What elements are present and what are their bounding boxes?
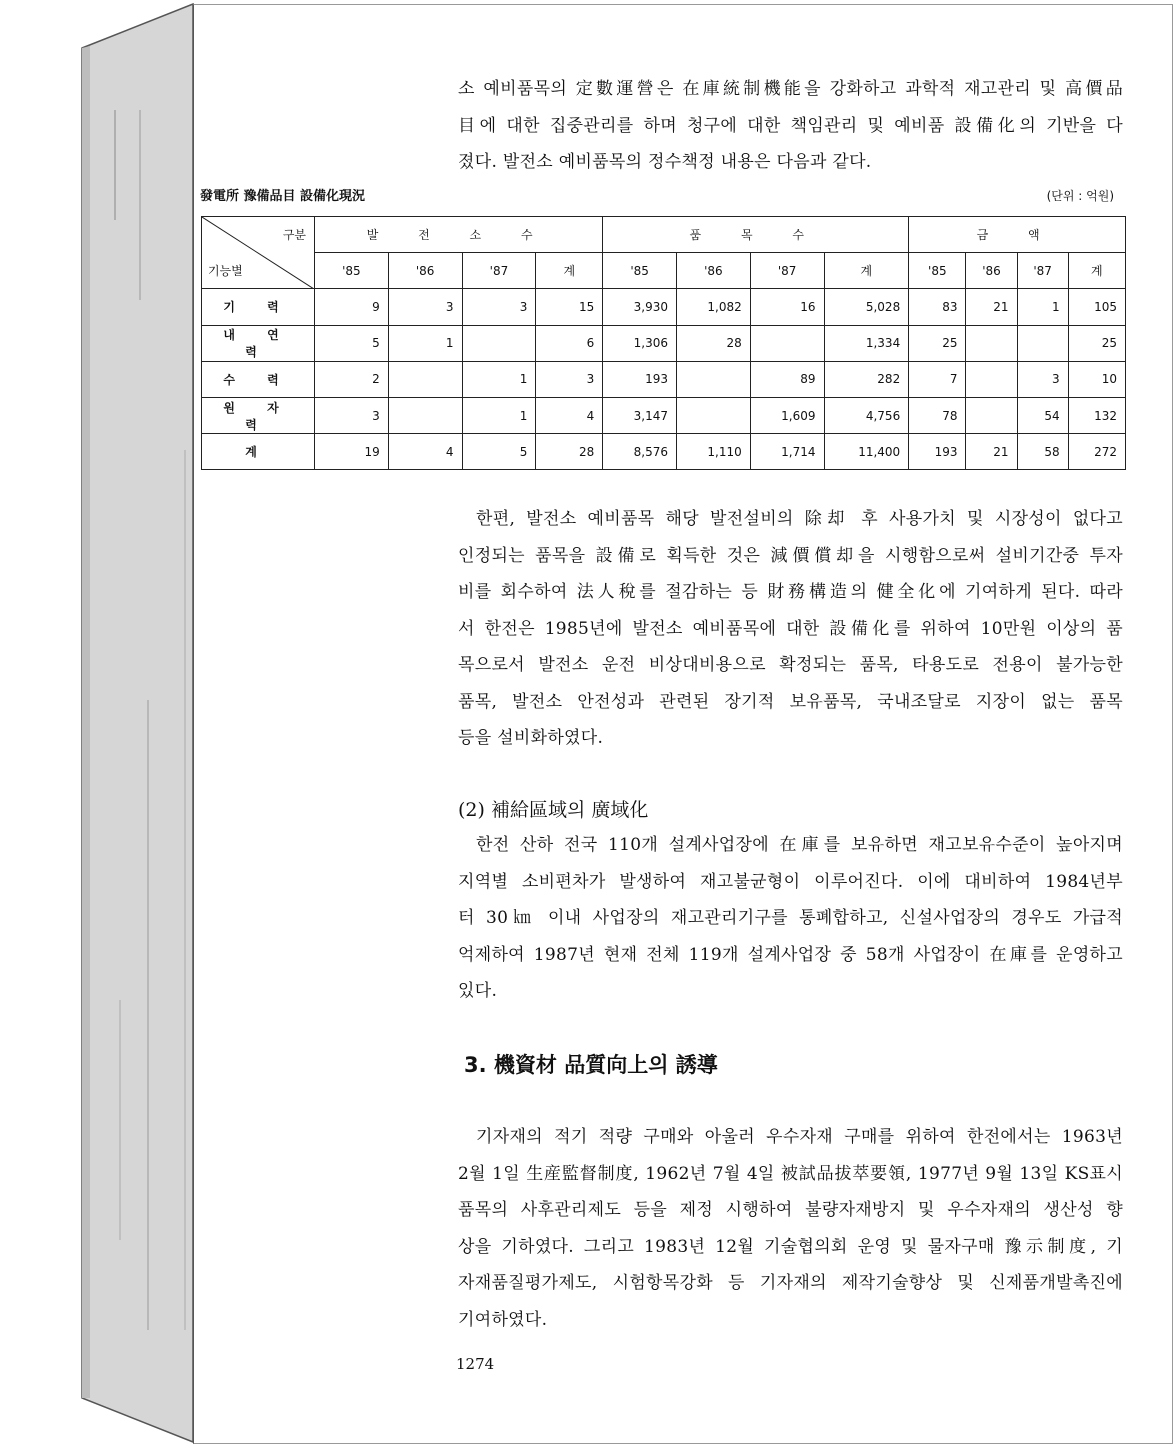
text-line: 기자재의 적기 적량 구매와 아울러 우수자재 구매를 위하여 한전에서는 1963년 (476, 1127, 1123, 1147)
year-header: 계 (824, 253, 909, 289)
table-cell: 1,609 (750, 397, 824, 433)
table-year-row (202, 253, 1126, 289)
table-cell (677, 361, 751, 397)
table-cell: 9 (315, 289, 389, 325)
text-line: 한편, 발전소 예비품목 해당 발전설비의 除却 후 사용가치 및 시장성이 없다고 (476, 509, 1123, 529)
text-line: 인정되는 품목을 設備로 획득한 것은 減價償却을 시행함으로써 설비기간중 투자 (458, 545, 1123, 566)
year-header: '87 (750, 253, 824, 289)
paragraph-2 (458, 501, 1123, 757)
table-cell: 8,576 (603, 434, 677, 470)
table-cell: 10 (1068, 361, 1125, 397)
table-cell (677, 397, 751, 433)
text-line: 지역별 소비편차가 발생하여 재고불균형이 이루어진다. 이에 대비하여 1984년부 (458, 871, 1123, 892)
corner-bottom-label: 기능별 (208, 264, 243, 279)
group-header: 품 목 수 (603, 217, 909, 253)
row-label: 수 력 (202, 361, 315, 397)
year-header: '86 (966, 253, 1017, 289)
table-cell: 1,714 (750, 434, 824, 470)
group-header: 발 전 소 수 (315, 217, 603, 253)
table-cell: 4 (388, 434, 462, 470)
table-cell: 5 (462, 434, 536, 470)
text-line: 자재품질평가제도, 시험항목강화 등 기자재의 제작기술향상 및 신제품개발촉진에 (458, 1273, 1123, 1293)
page-number: 1274 (456, 1355, 495, 1373)
table-cell: 78 (909, 397, 966, 433)
table-corner-cell (202, 217, 315, 289)
text-line: 있다. (458, 981, 498, 1001)
table-cell: 1 (462, 397, 536, 433)
table-unit: (단위 : 억원) (1046, 189, 1114, 203)
text-line: 품목, 발전소 안전성과 관련된 장기적 보유품목, 국내조달로 지장이 없는 품목 (458, 691, 1123, 712)
table-cell (388, 361, 462, 397)
year-header: '85 (315, 253, 389, 289)
document-page (193, 4, 1173, 1444)
table-cell: 1,306 (603, 325, 677, 361)
section2-paragraph (458, 827, 1123, 1010)
table-cell: 19 (315, 434, 389, 470)
section3-paragraph (458, 1119, 1123, 1338)
table-cell (966, 325, 1017, 361)
table-cell: 132 (1068, 397, 1125, 433)
table-cell (462, 325, 536, 361)
table-total-row (202, 434, 1126, 470)
year-header: 계 (1068, 253, 1125, 289)
table-cell: 282 (824, 361, 909, 397)
table-cell: 28 (677, 325, 751, 361)
table-cell: 5 (315, 325, 389, 361)
table-cell: 272 (1068, 434, 1125, 470)
table-cell (966, 361, 1017, 397)
table-cell: 3 (315, 397, 389, 433)
table-cell: 3 (1017, 361, 1068, 397)
table-title: 發電所 豫備品目 設備化現況 (200, 189, 366, 204)
table-cell: 58 (1017, 434, 1068, 470)
table-cell (750, 325, 824, 361)
table-cell: 16 (750, 289, 824, 325)
intro-paragraph (458, 71, 1123, 181)
table-cell: 1,110 (677, 434, 751, 470)
table-cell: 83 (909, 289, 966, 325)
table-cell: 11,400 (824, 434, 909, 470)
table-cell: 7 (909, 361, 966, 397)
text-line: 졌다. 발전소 예비품목의 정수책정 내용은 다음과 같다. (458, 152, 872, 172)
table-cell: 15 (536, 289, 603, 325)
text-line: 목으로서 발전소 운전 비상대비용으로 확정되는 품목, 타용도로 전용이 불가능한 (458, 655, 1123, 675)
year-header: '87 (462, 253, 536, 289)
year-header: '85 (603, 253, 677, 289)
year-header: '87 (1017, 253, 1068, 289)
year-header: '86 (677, 253, 751, 289)
table-cell: 193 (603, 361, 677, 397)
text-line: 터 30㎞ 이내 사업장의 재고관리기구를 통폐합하고, 신설사업장의 경우도 가급적 (458, 908, 1123, 928)
table-cell: 4 (536, 397, 603, 433)
table-cell: 5,028 (824, 289, 909, 325)
text-line: 억제하여 1987년 현재 전체 119개 설계사업장 중 58개 사업장이 在庫를 운영하고 (458, 944, 1123, 965)
table-cell: 1 (1017, 289, 1068, 325)
stats-table (201, 216, 1126, 470)
table-cell: 21 (966, 434, 1017, 470)
table-header-row (202, 217, 1126, 253)
table-cell: 21 (966, 289, 1017, 325)
text-line: 2월 1일 生産監督制度, 1962년 7월 4일 被試品拔萃要領, 1977년 9월 13일 KS표시 (458, 1163, 1123, 1184)
text-line: 한전 산하 전국 110개 설계사업장에 在庫를 보유하면 재고보유수준이 높아지며 (476, 835, 1123, 855)
table-cell: 1 (388, 325, 462, 361)
table-cell: 6 (536, 325, 603, 361)
text-line: 품목의 사후관리제도 등을 제정 시행하여 불량자재방지 및 우수자재의 생산성 향 (458, 1200, 1123, 1220)
year-header: '86 (388, 253, 462, 289)
table-cell (1017, 325, 1068, 361)
row-label: 기 력 (202, 289, 315, 325)
table-cell: 4,756 (824, 397, 909, 433)
table-cell: 1 (462, 361, 536, 397)
row-label: 계 (202, 434, 315, 470)
table-cell: 3,147 (603, 397, 677, 433)
text-line: 상을 기하였다. 그리고 1983년 12월 기술협의회 운영 및 물자구매 豫示制度, 기 (458, 1236, 1123, 1257)
table-cell: 193 (909, 434, 966, 470)
table-row (202, 325, 1126, 361)
table-cell: 2 (315, 361, 389, 397)
table-cell: 3,930 (603, 289, 677, 325)
table-cell: 1,334 (824, 325, 909, 361)
table-row (202, 361, 1126, 397)
table-cell (388, 397, 462, 433)
table-row (202, 397, 1126, 433)
table-cell (966, 397, 1017, 433)
table-cell: 25 (1068, 325, 1125, 361)
chapter-heading: 3. 機資材 品質向上의 誘導 (464, 1053, 718, 1077)
year-header: 계 (536, 253, 603, 289)
table-cell: 1,082 (677, 289, 751, 325)
text-line: 비를 회수하여 法人稅를 절감하는 등 財務構造의 健全化에 기여하게 된다. 따라 (458, 582, 1123, 602)
table-cell: 25 (909, 325, 966, 361)
text-line: 目에 대한 집중관리를 하며 청구에 대한 책임관리 및 예비품 設備化의 기반을 다 (458, 115, 1123, 136)
table-cell: 89 (750, 361, 824, 397)
table-cell: 54 (1017, 397, 1068, 433)
group-header: 금 액 (909, 217, 1126, 253)
year-header: '85 (909, 253, 966, 289)
text-line: 서 한전은 1985년에 발전소 예비품목에 대한 設備化를 위하여 10만원 이상의 품 (458, 618, 1123, 639)
table-cell: 3 (388, 289, 462, 325)
text-line: 등을 설비화하였다. (458, 728, 604, 748)
text-line: 기여하였다. (458, 1309, 548, 1330)
table-cell: 3 (462, 289, 536, 325)
text-line: 소 예비품목의 定數運營은 在庫統制機能을 강화하고 과학적 재고관리 및 高價品 (458, 79, 1123, 99)
table-row (202, 289, 1126, 325)
table-cell: 3 (536, 361, 603, 397)
section-heading: (2) 補給區域의 廣域化 (458, 799, 649, 821)
row-label: 원 자 력 (202, 397, 315, 433)
row-label: 내 연 력 (202, 325, 315, 361)
table-cell: 105 (1068, 289, 1125, 325)
corner-top-label: 구분 (282, 228, 306, 242)
table-cell: 28 (536, 434, 603, 470)
